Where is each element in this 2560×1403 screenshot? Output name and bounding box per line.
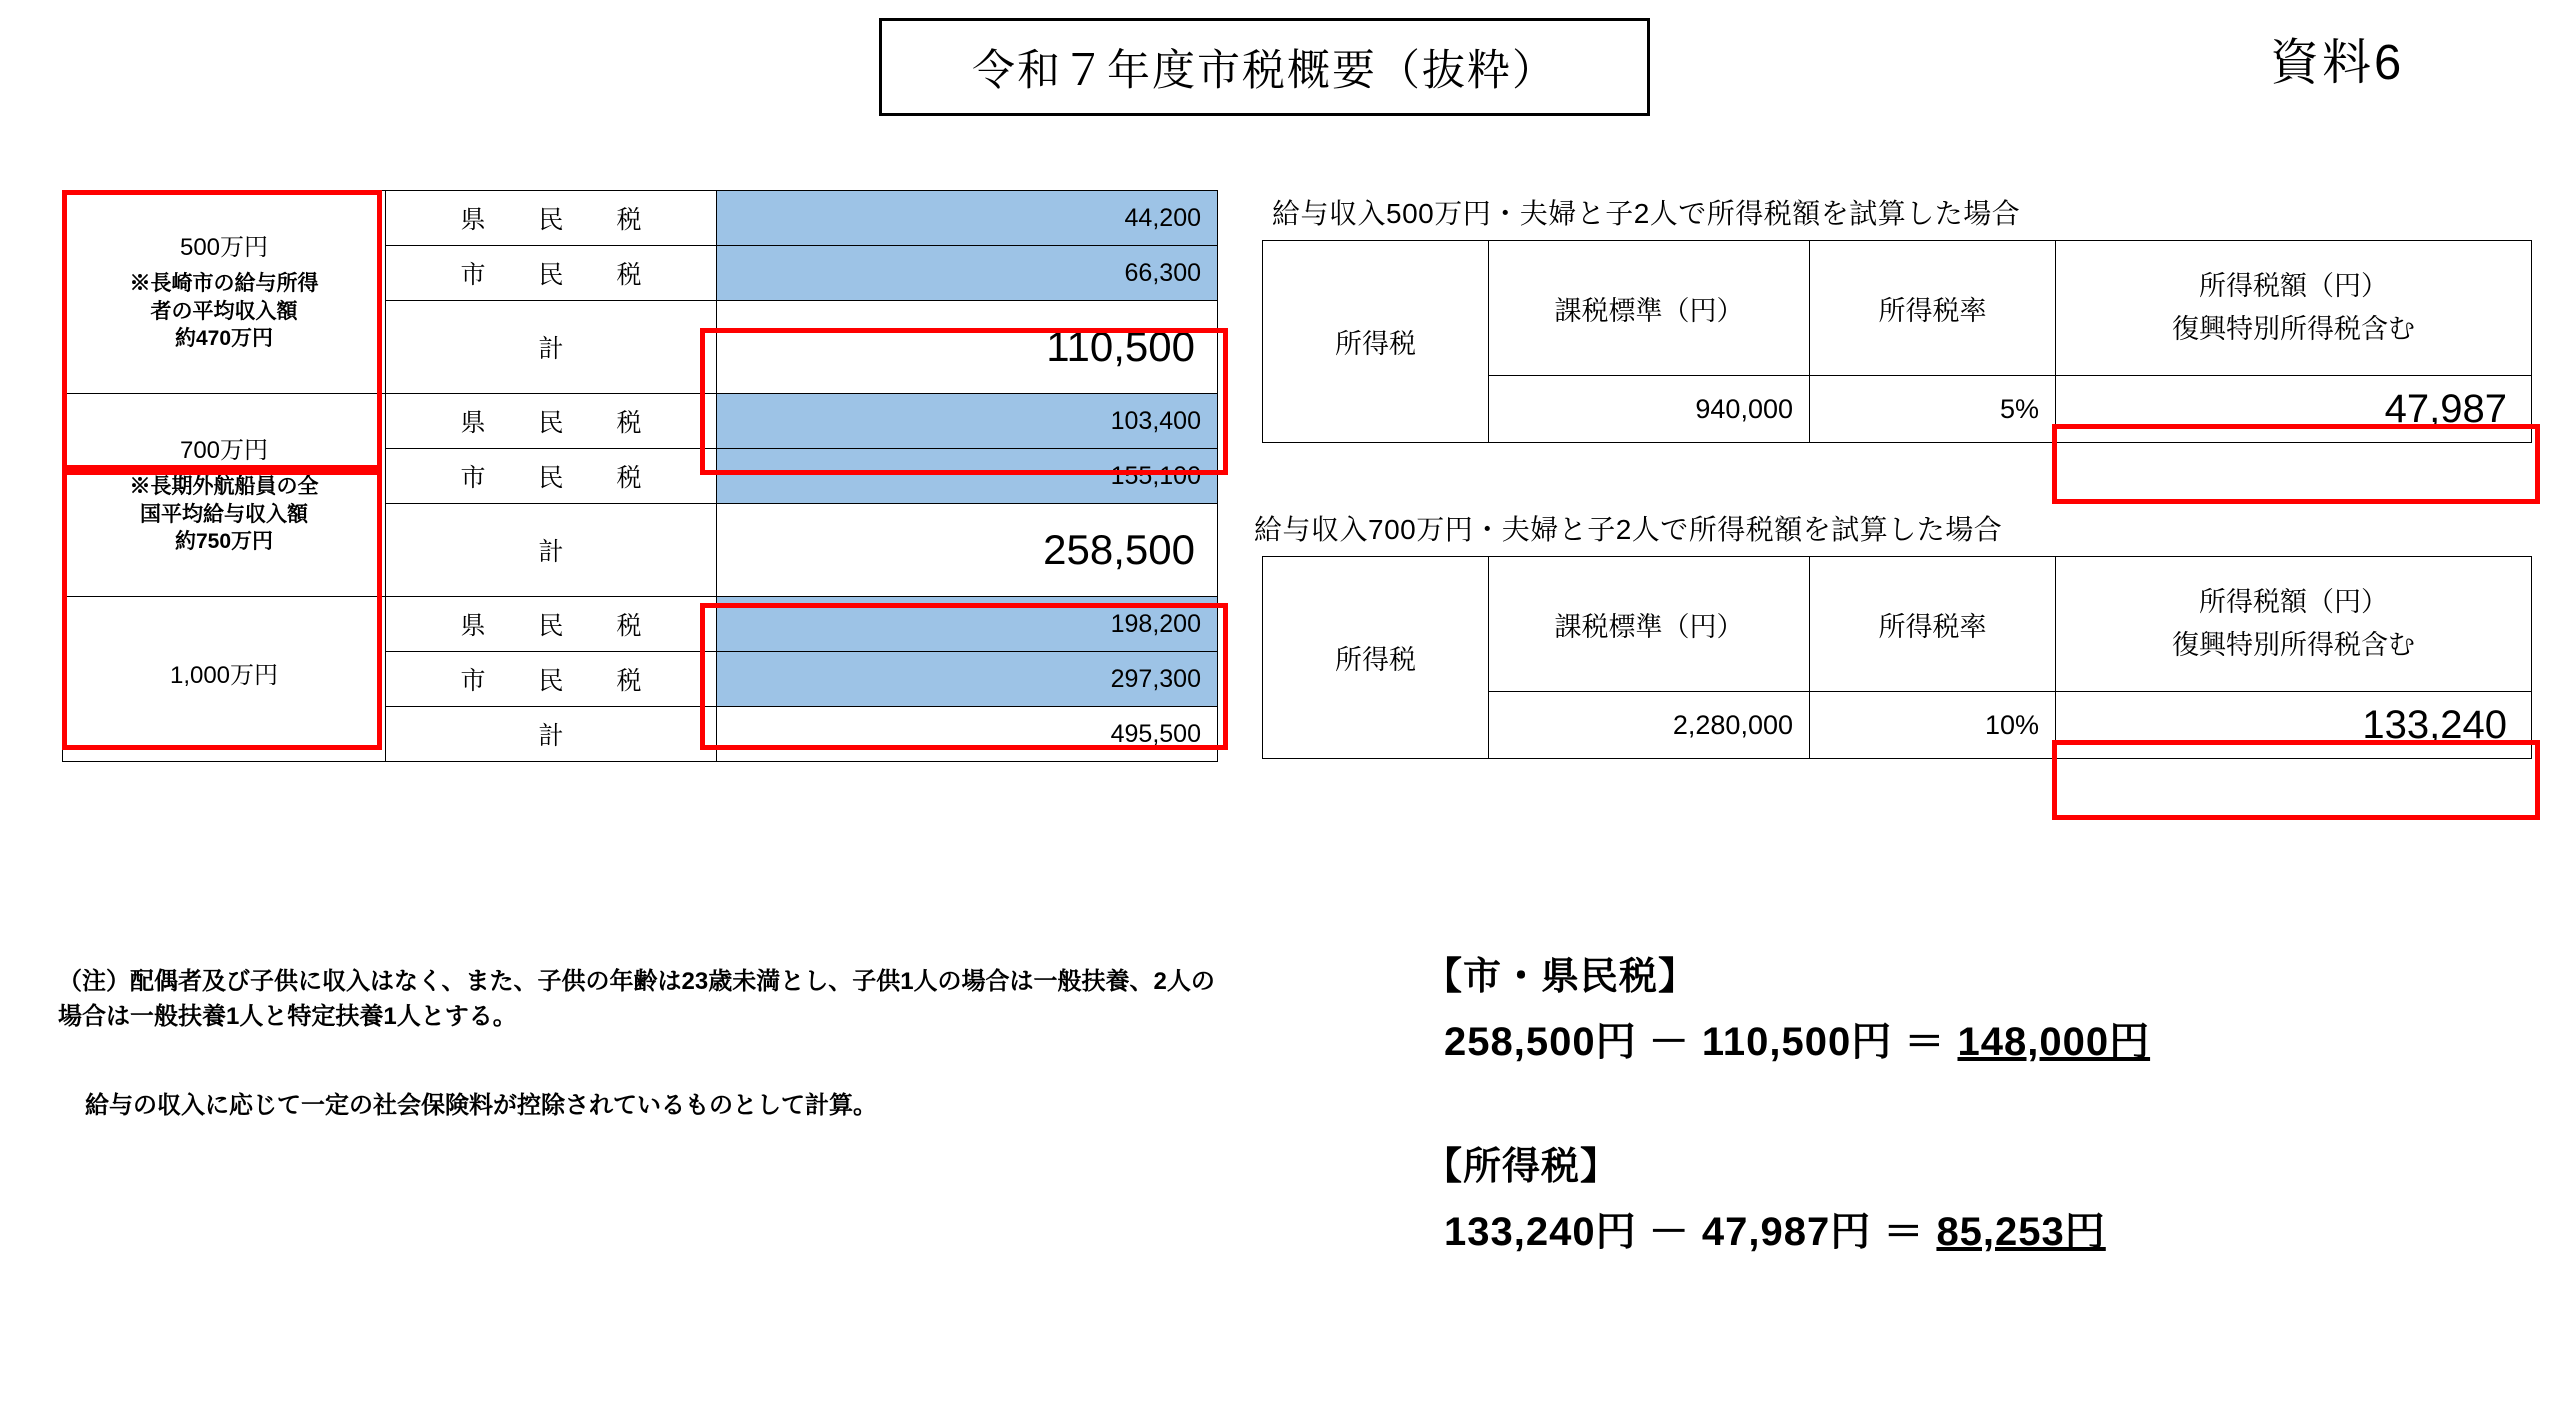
income-tax-rate-header-2: 所得税率 [1810,557,2056,692]
income-tax-amount-header-line1-2: 所得税額（円） [2199,586,2388,617]
income-category-cell-2 [63,394,386,597]
income-tax-amount-header-line2-1: 復興特別所得税含む [2172,314,2415,344]
row-value-prefecture-2: 103,400 [717,394,1218,449]
row-label-total-2: 計 [386,504,717,597]
table-row [63,394,1218,449]
summary-income-right: 47,987円 [1701,1210,1872,1254]
income-tax-base-value-2: 2,280,000 [1489,692,1810,759]
income-tax-table-2 [1262,556,2532,759]
note-social-insurance: 給与の収入に応じて一定の社会保険料が控除されているものとして計算。 [85,1092,877,1119]
income-category-cell-1 [63,191,386,394]
table-row [63,597,1218,652]
income-tax-base-header-1: 課税標準（円） [1489,241,1810,376]
row-label-total-1: 計 [386,301,717,394]
income-tax-amount-value-2: 133,240 [2056,692,2532,759]
summary-income-equals: ＝ [1883,1210,1925,1254]
summary-resident-tax-line [1424,1010,2150,1067]
row-value-prefecture-3: 198,200 [717,597,1218,652]
income-category-main-3: 1,000万円 [169,661,279,689]
table-row [63,191,1218,246]
note-dependents: （注）配偶者及び子供に収入はなく、また、子供の年齢は23歳未満とし、子供1人の場合は一般扶養、2人の場合は一般扶養1人と特定扶養1人とする。 [58,968,1215,1030]
row-value-total-3: 495,500 [717,707,1218,762]
row-label-prefecture-3: 県 民 税 [386,597,717,652]
table-row [1263,557,2532,692]
row-label-prefecture-1: 県 民 税 [386,191,717,246]
table-row [1263,241,2532,376]
row-label-city-2: 市 民 税 [386,449,717,504]
income-category-main-2: 700万円 [179,436,269,464]
row-label-city-3: 市 民 税 [386,652,717,707]
income-tax-amount-value-1: 47,987 [2056,376,2532,443]
income-tax-amount-header-line2-2: 復興特別所得税含む [2172,630,2415,660]
row-label-prefecture-2: 県 民 税 [386,394,717,449]
income-tax-rate-value-2: 10% [1810,692,2056,759]
row-value-city-1: 66,300 [717,246,1218,301]
summary-income-left: 133,240円 [1444,1210,1637,1254]
summary-income-tax-line [1424,1200,2106,1257]
summary-resident-left: 258,500円 [1444,1020,1637,1064]
income-tax-base-header-2: 課税標準（円） [1489,557,1810,692]
income-tax-base-value-1: 940,000 [1489,376,1810,443]
income-category-main-1: 500万円 [179,233,269,261]
income-tax-label-1: 所得税 [1263,241,1489,443]
summary-resident-equals: ＝ [1904,1020,1946,1064]
income-tax-label-2: 所得税 [1263,557,1489,759]
income-tax-caption-2: 給与収入700万円・夫婦と子2人で所得税額を試算した場合 [1254,514,2003,545]
summary-income-result: 85,253円 [1936,1210,2106,1254]
income-tax-amount-header-line1-1: 所得税額（円） [2199,270,2388,301]
summary-resident-right: 110,500円 [1701,1020,1893,1064]
document-title-box [879,18,1650,116]
row-label-total-3: 計 [386,707,717,762]
row-value-prefecture-1: 44,200 [717,191,1218,246]
document-title: 令和７年度市税概要（抜粋） [972,46,1557,95]
summary-resident-result: 148,000円 [1957,1020,2151,1064]
summary-resident-minus: － [1648,1020,1690,1064]
row-label-city-1: 市 民 税 [386,246,717,301]
income-tax-caption-1: 給与収入500万円・夫婦と子2人で所得税額を試算した場合 [1272,198,2021,229]
row-value-city-3: 297,300 [717,652,1218,707]
row-value-total-1: 110,500 [717,301,1218,394]
summary-income-tax-title: 【所得税】 [1424,1146,1620,1188]
summary-income-tax [1424,1135,2106,1257]
income-category-cell-3 [63,597,386,762]
resident-tax-table [62,190,1218,762]
summary-resident-tax [1424,945,2150,1067]
income-category-note-1: ※長崎市の給与所得 者の平均収入額 約470万円 [129,272,319,350]
income-tax-table-1 [1262,240,2532,443]
row-value-city-2: 155,100 [717,449,1218,504]
income-tax-rate-header-1: 所得税率 [1810,241,2056,376]
summary-income-minus: － [1648,1210,1690,1254]
summary-resident-tax-title: 【市・県民税】 [1424,956,1698,998]
income-tax-amount-header-2 [2056,557,2532,692]
document-number: 資料6 [2270,36,2405,90]
income-tax-rate-value-1: 5% [1810,376,2056,443]
row-value-total-2: 258,500 [717,504,1218,597]
income-category-note-2: ※長期外航船員の全 国平均給与収入額 約750万円 [129,475,319,553]
income-tax-amount-header-1 [2056,241,2532,376]
